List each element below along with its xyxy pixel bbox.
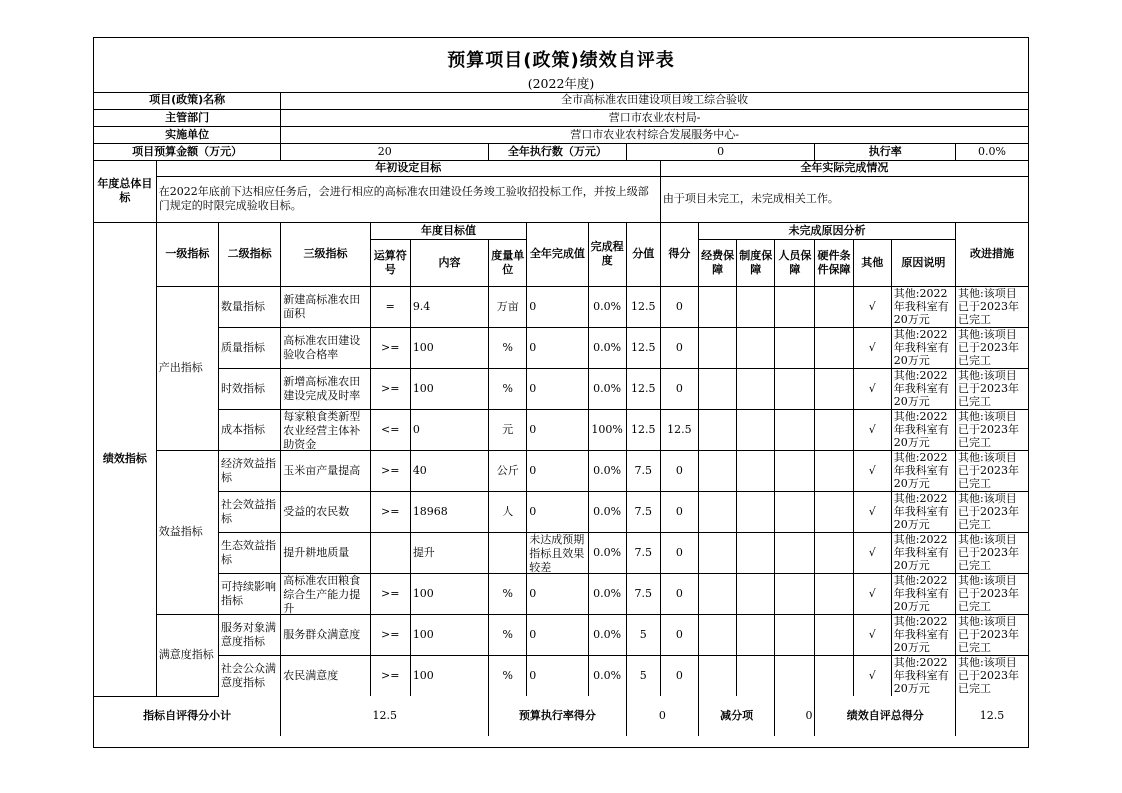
reason-explain-text: 其他:2022年我科室有20万元 <box>893 410 949 449</box>
content-cell: 100 <box>410 655 488 696</box>
indicator-row <box>94 614 1028 655</box>
level2-text: 生态效益指标 <box>221 538 276 566</box>
completed-text: 0 <box>529 422 537 436</box>
level2-cell <box>219 532 281 573</box>
improve-text: 其他:该项目已于2023年已完工 <box>958 615 1020 654</box>
unit-cell: 元 <box>489 409 527 450</box>
row-ind-header-1 <box>94 222 1028 239</box>
degree-cell: 0.0% <box>588 614 626 655</box>
degree-cell: 0.0% <box>588 573 626 614</box>
operator-cell: >= <box>370 327 410 368</box>
level3-cell <box>281 327 370 368</box>
project-name-value: 全市高标准农田建设项目竣工综合验收 <box>281 92 1028 109</box>
unit-cell: % <box>489 327 527 368</box>
reason-staff-cell <box>775 450 815 491</box>
col-level2: 二级指标 <box>219 222 281 286</box>
level3-cell <box>281 409 370 450</box>
col-level1: 一级指标 <box>156 222 218 286</box>
dept-value: 营口市农业农村局- <box>281 109 1028 126</box>
reason-explain-text: 其他:2022年我科室有20万元 <box>893 328 949 367</box>
reason-system-cell <box>737 655 775 696</box>
reason-system-cell <box>737 573 775 614</box>
level3-text: 每家粮食类新型农业经营主体补助资金 <box>283 409 361 450</box>
reason-explain-cell <box>891 286 955 327</box>
improve-text: 其他:该项目已于2023年已完工 <box>958 451 1020 490</box>
operator-cell: <= <box>370 409 410 450</box>
degree-cell: 0.0% <box>588 450 626 491</box>
level1-cell: 产出指标 <box>156 286 218 450</box>
unit-cell <box>489 532 527 573</box>
reason-hardware-cell <box>815 614 853 655</box>
col-r-explain: 原因说明 <box>891 239 955 286</box>
level3-text: 农民满意度 <box>283 668 339 682</box>
total-value: 12.5 <box>956 696 1028 736</box>
improve-cell <box>956 655 1028 696</box>
score-cell: 5 <box>626 614 660 655</box>
operator-cell: >= <box>370 573 410 614</box>
score-cell: 7.5 <box>626 573 660 614</box>
reason-other-check: √ <box>853 327 891 368</box>
reason-hardware-cell <box>815 368 853 409</box>
subtotal-value: 12.5 <box>281 696 489 736</box>
content-cell: 100 <box>410 614 488 655</box>
completed-cell <box>527 614 588 655</box>
got-cell: 0 <box>660 286 698 327</box>
completed-cell <box>527 409 588 450</box>
got-cell: 0 <box>660 655 698 696</box>
reason-other-check: √ <box>853 409 891 450</box>
operator-cell: >= <box>370 614 410 655</box>
reason-system-cell <box>737 450 775 491</box>
indicator-row <box>94 655 1028 696</box>
unit-cell: % <box>489 614 527 655</box>
reason-other-check: √ <box>853 450 891 491</box>
improve-cell <box>956 573 1028 614</box>
level3-cell <box>281 450 370 491</box>
unit-cell: % <box>489 655 527 696</box>
dept-label: 主管部门 <box>94 109 281 126</box>
reason-explain-text: 其他:2022年我科室有20万元 <box>893 615 949 654</box>
annual-target-header: 年度目标值 <box>370 222 527 239</box>
annual-goal-label: 年度总体目标 <box>94 160 156 222</box>
reason-system-cell <box>737 368 775 409</box>
indicator-row <box>94 532 1028 573</box>
unit-cell: 人 <box>489 491 527 532</box>
reason-other-check: √ <box>853 573 891 614</box>
reason-explain-cell <box>891 614 955 655</box>
level2-text: 服务对象满意度指标 <box>221 620 276 648</box>
level2-cell <box>219 573 281 614</box>
reason-explain-text: 其他:2022年我科室有20万元 <box>893 287 949 326</box>
reason-explain-text: 其他:2022年我科室有20万元 <box>893 533 949 572</box>
reason-hardware-cell <box>815 491 853 532</box>
col-level3: 三级指标 <box>281 222 370 286</box>
reason-hardware-cell <box>815 450 853 491</box>
content-cell: 40 <box>410 450 488 491</box>
operator-cell: >= <box>370 491 410 532</box>
reason-funding-cell <box>699 368 737 409</box>
reason-funding-cell <box>699 532 737 573</box>
level3-text: 提升耕地质量 <box>283 545 350 559</box>
page-title: 预算项目(政策)绩效自评表 <box>447 50 675 71</box>
reason-staff-cell <box>775 286 815 327</box>
unit-cell: 公斤 <box>489 450 527 491</box>
score-cell: 12.5 <box>626 327 660 368</box>
unit-cell: % <box>489 573 527 614</box>
reason-other-check: √ <box>853 614 891 655</box>
level2-cell <box>219 286 281 327</box>
level3-text: 新增高标准农田建设完成及时率 <box>283 374 361 402</box>
level3-cell <box>281 614 370 655</box>
completed-text: 0 <box>529 668 537 682</box>
reason-system-cell <box>737 614 775 655</box>
improve-text: 其他:该项目已于2023年已完工 <box>958 533 1020 572</box>
exec-label: 全年执行数（万元） <box>489 143 627 160</box>
score-cell: 7.5 <box>626 450 660 491</box>
reason-hardware-cell <box>815 409 853 450</box>
operator-cell: >= <box>370 450 410 491</box>
indicator-row <box>94 450 1028 491</box>
reason-explain-cell <box>891 655 955 696</box>
row-footer <box>94 696 1028 736</box>
reason-system-cell <box>737 286 775 327</box>
unit-cell: 万亩 <box>489 286 527 327</box>
completed-cell <box>527 286 588 327</box>
improve-text: 其他:该项目已于2023年已完工 <box>958 328 1020 367</box>
perf-indicators-label: 绩效指标 <box>94 222 156 696</box>
reasons-header: 未完成原因分析 <box>699 222 956 239</box>
col-operator: 运算符号 <box>370 239 410 286</box>
deduct-value: 0 <box>775 696 815 736</box>
score-cell: 5 <box>626 655 660 696</box>
content-cell: 提升 <box>410 532 488 573</box>
degree-cell: 0.0% <box>588 327 626 368</box>
reason-explain-text: 其他:2022年我科室有20万元 <box>893 451 949 490</box>
reason-funding-cell <box>699 450 737 491</box>
reason-hardware-cell <box>815 655 853 696</box>
target-header: 年初设定目标 <box>156 160 660 176</box>
col-r-hardware: 硬件条件保障 <box>815 239 853 286</box>
degree-cell: 0.0% <box>588 368 626 409</box>
reason-funding-cell <box>699 409 737 450</box>
level2-text: 可持续影响指标 <box>221 579 276 607</box>
reason-other-check: √ <box>853 655 891 696</box>
col-unit: 度量单位 <box>489 239 527 286</box>
indicator-row <box>94 409 1028 450</box>
indicator-row <box>94 286 1028 327</box>
target-text: 在2022年底前下达相应任务后，会进行相应的高标准农田建设任务竣工验收招投标工作，并按上级部门规定的时限完成验收目标。 <box>156 176 660 222</box>
level2-text: 数量指标 <box>221 299 265 313</box>
level2-text: 时效指标 <box>221 381 265 395</box>
page-subtitle: (2022年度) <box>527 76 595 91</box>
budget-value: 20 <box>281 143 489 160</box>
score-cell: 12.5 <box>626 409 660 450</box>
reason-hardware-cell <box>815 286 853 327</box>
level2-text: 社会效益指标 <box>221 497 276 525</box>
reason-staff-cell <box>775 368 815 409</box>
reason-explain-cell <box>891 368 955 409</box>
improve-cell <box>956 327 1028 368</box>
content-cell: 0 <box>410 409 488 450</box>
operator-cell: >= <box>370 368 410 409</box>
got-cell: 0 <box>660 368 698 409</box>
completed-text: 0 <box>529 299 537 313</box>
subtotal-label: 指标自评得分小计 <box>94 696 281 736</box>
content-cell: 100 <box>410 573 488 614</box>
improve-cell <box>956 286 1028 327</box>
completed-cell <box>527 327 588 368</box>
budget-label: 项目预算金额（万元） <box>94 143 281 160</box>
improve-text: 其他:该项目已于2023年已完工 <box>958 369 1020 408</box>
evaluation-table <box>94 92 1028 736</box>
level2-cell <box>219 409 281 450</box>
degree-cell: 0.0% <box>588 655 626 696</box>
level2-cell <box>219 655 281 696</box>
actual-text: 由于项目未完工，未完成相关工作。 <box>660 176 1028 222</box>
got-cell: 0 <box>660 532 698 573</box>
reason-hardware-cell <box>815 327 853 368</box>
col-completed: 全年完成值 <box>527 222 588 286</box>
completed-cell <box>527 573 588 614</box>
completed-cell <box>527 368 588 409</box>
completed-text: 未达成预期指标且效果较差 <box>529 532 585 573</box>
unit-cell: % <box>489 368 527 409</box>
col-content: 内容 <box>410 239 488 286</box>
level3-cell <box>281 573 370 614</box>
score-cell: 7.5 <box>626 532 660 573</box>
improve-text: 其他:该项目已于2023年已完工 <box>958 492 1020 531</box>
level2-text: 经济效益指标 <box>221 456 276 484</box>
indicator-row <box>94 327 1028 368</box>
level3-text: 受益的农民数 <box>283 504 350 518</box>
degree-cell: 0.0% <box>588 286 626 327</box>
improve-cell <box>956 450 1028 491</box>
row-dept <box>94 109 1028 126</box>
rate-label: 执行率 <box>815 143 956 160</box>
reason-staff-cell <box>775 327 815 368</box>
level2-text: 质量指标 <box>221 340 265 354</box>
level3-cell <box>281 368 370 409</box>
col-score: 分值 <box>626 222 660 286</box>
content-cell: 9.4 <box>410 286 488 327</box>
reason-staff-cell <box>775 614 815 655</box>
reason-funding-cell <box>699 491 737 532</box>
actual-header: 全年实际完成情况 <box>660 160 1028 176</box>
improve-cell <box>956 491 1028 532</box>
reason-staff-cell <box>775 573 815 614</box>
indicator-row <box>94 368 1028 409</box>
reason-staff-cell <box>775 532 815 573</box>
reason-system-cell <box>737 327 775 368</box>
reason-explain-text: 其他:2022年我科室有20万元 <box>893 656 949 696</box>
title-block <box>94 38 1028 93</box>
degree-cell: 0.0% <box>588 491 626 532</box>
col-improve: 改进措施 <box>956 222 1028 286</box>
reason-funding-cell <box>699 327 737 368</box>
level3-text: 高标准农田建设验收合格率 <box>283 333 361 361</box>
level3-cell <box>281 491 370 532</box>
exec-value: 0 <box>626 143 815 160</box>
got-cell: 0 <box>660 573 698 614</box>
row-budget <box>94 143 1028 160</box>
completed-text: 0 <box>529 627 537 641</box>
improve-cell <box>956 614 1028 655</box>
rate-value: 0.0% <box>956 143 1028 160</box>
reason-other-check: √ <box>853 532 891 573</box>
completed-cell <box>527 450 588 491</box>
completed-text: 0 <box>529 381 537 395</box>
col-r-staff: 人员保障 <box>775 239 815 286</box>
got-cell: 0 <box>660 450 698 491</box>
score-cell: 7.5 <box>626 491 660 532</box>
reason-other-check: √ <box>853 368 891 409</box>
reason-staff-cell <box>775 491 815 532</box>
level3-cell <box>281 286 370 327</box>
reason-explain-text: 其他:2022年我科室有20万元 <box>893 574 949 613</box>
reason-system-cell <box>737 491 775 532</box>
reason-explain-cell <box>891 450 955 491</box>
reason-system-cell <box>737 409 775 450</box>
level3-text: 高标准农田粮食综合生产能力提升 <box>283 573 361 614</box>
reason-explain-cell <box>891 532 955 573</box>
completed-text: 0 <box>529 463 537 477</box>
budget-score-value: 0 <box>626 696 698 736</box>
completed-cell <box>527 532 588 573</box>
improve-text: 其他:该项目已于2023年已完工 <box>958 410 1020 449</box>
level2-cell <box>219 614 281 655</box>
level3-cell <box>281 532 370 573</box>
reason-hardware-cell <box>815 532 853 573</box>
degree-cell: 100% <box>588 409 626 450</box>
degree-cell: 0.0% <box>588 532 626 573</box>
level1-cell: 效益指标 <box>156 450 218 614</box>
improve-cell <box>956 409 1028 450</box>
unit-label: 实施单位 <box>94 126 281 143</box>
completed-cell <box>527 655 588 696</box>
level2-cell <box>219 450 281 491</box>
row-unit <box>94 126 1028 143</box>
operator-cell: >= <box>370 655 410 696</box>
evaluation-sheet <box>93 37 1029 748</box>
content-cell: 100 <box>410 327 488 368</box>
level2-text: 成本指标 <box>221 422 265 436</box>
level3-text: 服务群众满意度 <box>283 627 361 641</box>
level2-text: 社会公众满意度指标 <box>221 661 276 689</box>
indicator-row <box>94 491 1028 532</box>
reason-system-cell <box>737 532 775 573</box>
reason-explain-text: 其他:2022年我科室有20万元 <box>893 492 949 531</box>
completed-text: 0 <box>529 340 537 354</box>
deduct-label: 减分项 <box>699 696 775 736</box>
col-degree: 完成程度 <box>588 222 626 286</box>
completed-text: 0 <box>529 586 537 600</box>
budget-score-label: 预算执行率得分 <box>489 696 627 736</box>
level3-text: 玉米亩产量提高 <box>283 463 361 477</box>
content-cell: 100 <box>410 368 488 409</box>
improve-text: 其他:该项目已于2023年已完工 <box>958 287 1020 326</box>
score-cell: 12.5 <box>626 368 660 409</box>
reason-hardware-cell <box>815 573 853 614</box>
reason-funding-cell <box>699 286 737 327</box>
score-cell: 12.5 <box>626 286 660 327</box>
reason-explain-cell <box>891 573 955 614</box>
reason-explain-cell <box>891 491 955 532</box>
indicator-row <box>94 573 1028 614</box>
level2-cell <box>219 368 281 409</box>
col-got: 得分 <box>660 222 698 286</box>
reason-explain-cell <box>891 409 955 450</box>
col-r-funding: 经费保障 <box>699 239 737 286</box>
row-goal-text <box>94 176 1028 222</box>
got-cell: 0 <box>660 614 698 655</box>
improve-cell <box>956 532 1028 573</box>
level2-cell <box>219 327 281 368</box>
row-project-name <box>94 92 1028 109</box>
reason-staff-cell <box>775 409 815 450</box>
total-label: 绩效自评总得分 <box>815 696 956 736</box>
row-goal-headers <box>94 160 1028 176</box>
unit-value: 营口市农业农村综合发展服务中心- <box>281 126 1028 143</box>
got-cell: 12.5 <box>660 409 698 450</box>
reason-funding-cell <box>699 655 737 696</box>
operator-cell: = <box>370 286 410 327</box>
reason-funding-cell <box>699 614 737 655</box>
level2-cell <box>219 491 281 532</box>
level1-cell: 满意度指标 <box>156 614 218 696</box>
reason-explain-text: 其他:2022年我科室有20万元 <box>893 369 949 408</box>
completed-cell <box>527 491 588 532</box>
reason-funding-cell <box>699 573 737 614</box>
improve-text: 其他:该项目已于2023年已完工 <box>958 656 1020 696</box>
project-name-label: 项目(政策)名称 <box>94 92 281 109</box>
got-cell: 0 <box>660 327 698 368</box>
col-r-other: 其他 <box>853 239 891 286</box>
content-cell: 18968 <box>410 491 488 532</box>
level3-cell <box>281 655 370 696</box>
col-r-system: 制度保障 <box>737 239 775 286</box>
reason-staff-cell <box>775 655 815 696</box>
reason-other-check: √ <box>853 491 891 532</box>
improve-text: 其他:该项目已于2023年已完工 <box>958 574 1020 613</box>
reason-other-check: √ <box>853 286 891 327</box>
operator-cell <box>370 532 410 573</box>
got-cell: 0 <box>660 491 698 532</box>
level3-text: 新建高标准农田面积 <box>283 292 361 320</box>
improve-cell <box>956 368 1028 409</box>
reason-explain-cell <box>891 327 955 368</box>
completed-text: 0 <box>529 504 537 518</box>
